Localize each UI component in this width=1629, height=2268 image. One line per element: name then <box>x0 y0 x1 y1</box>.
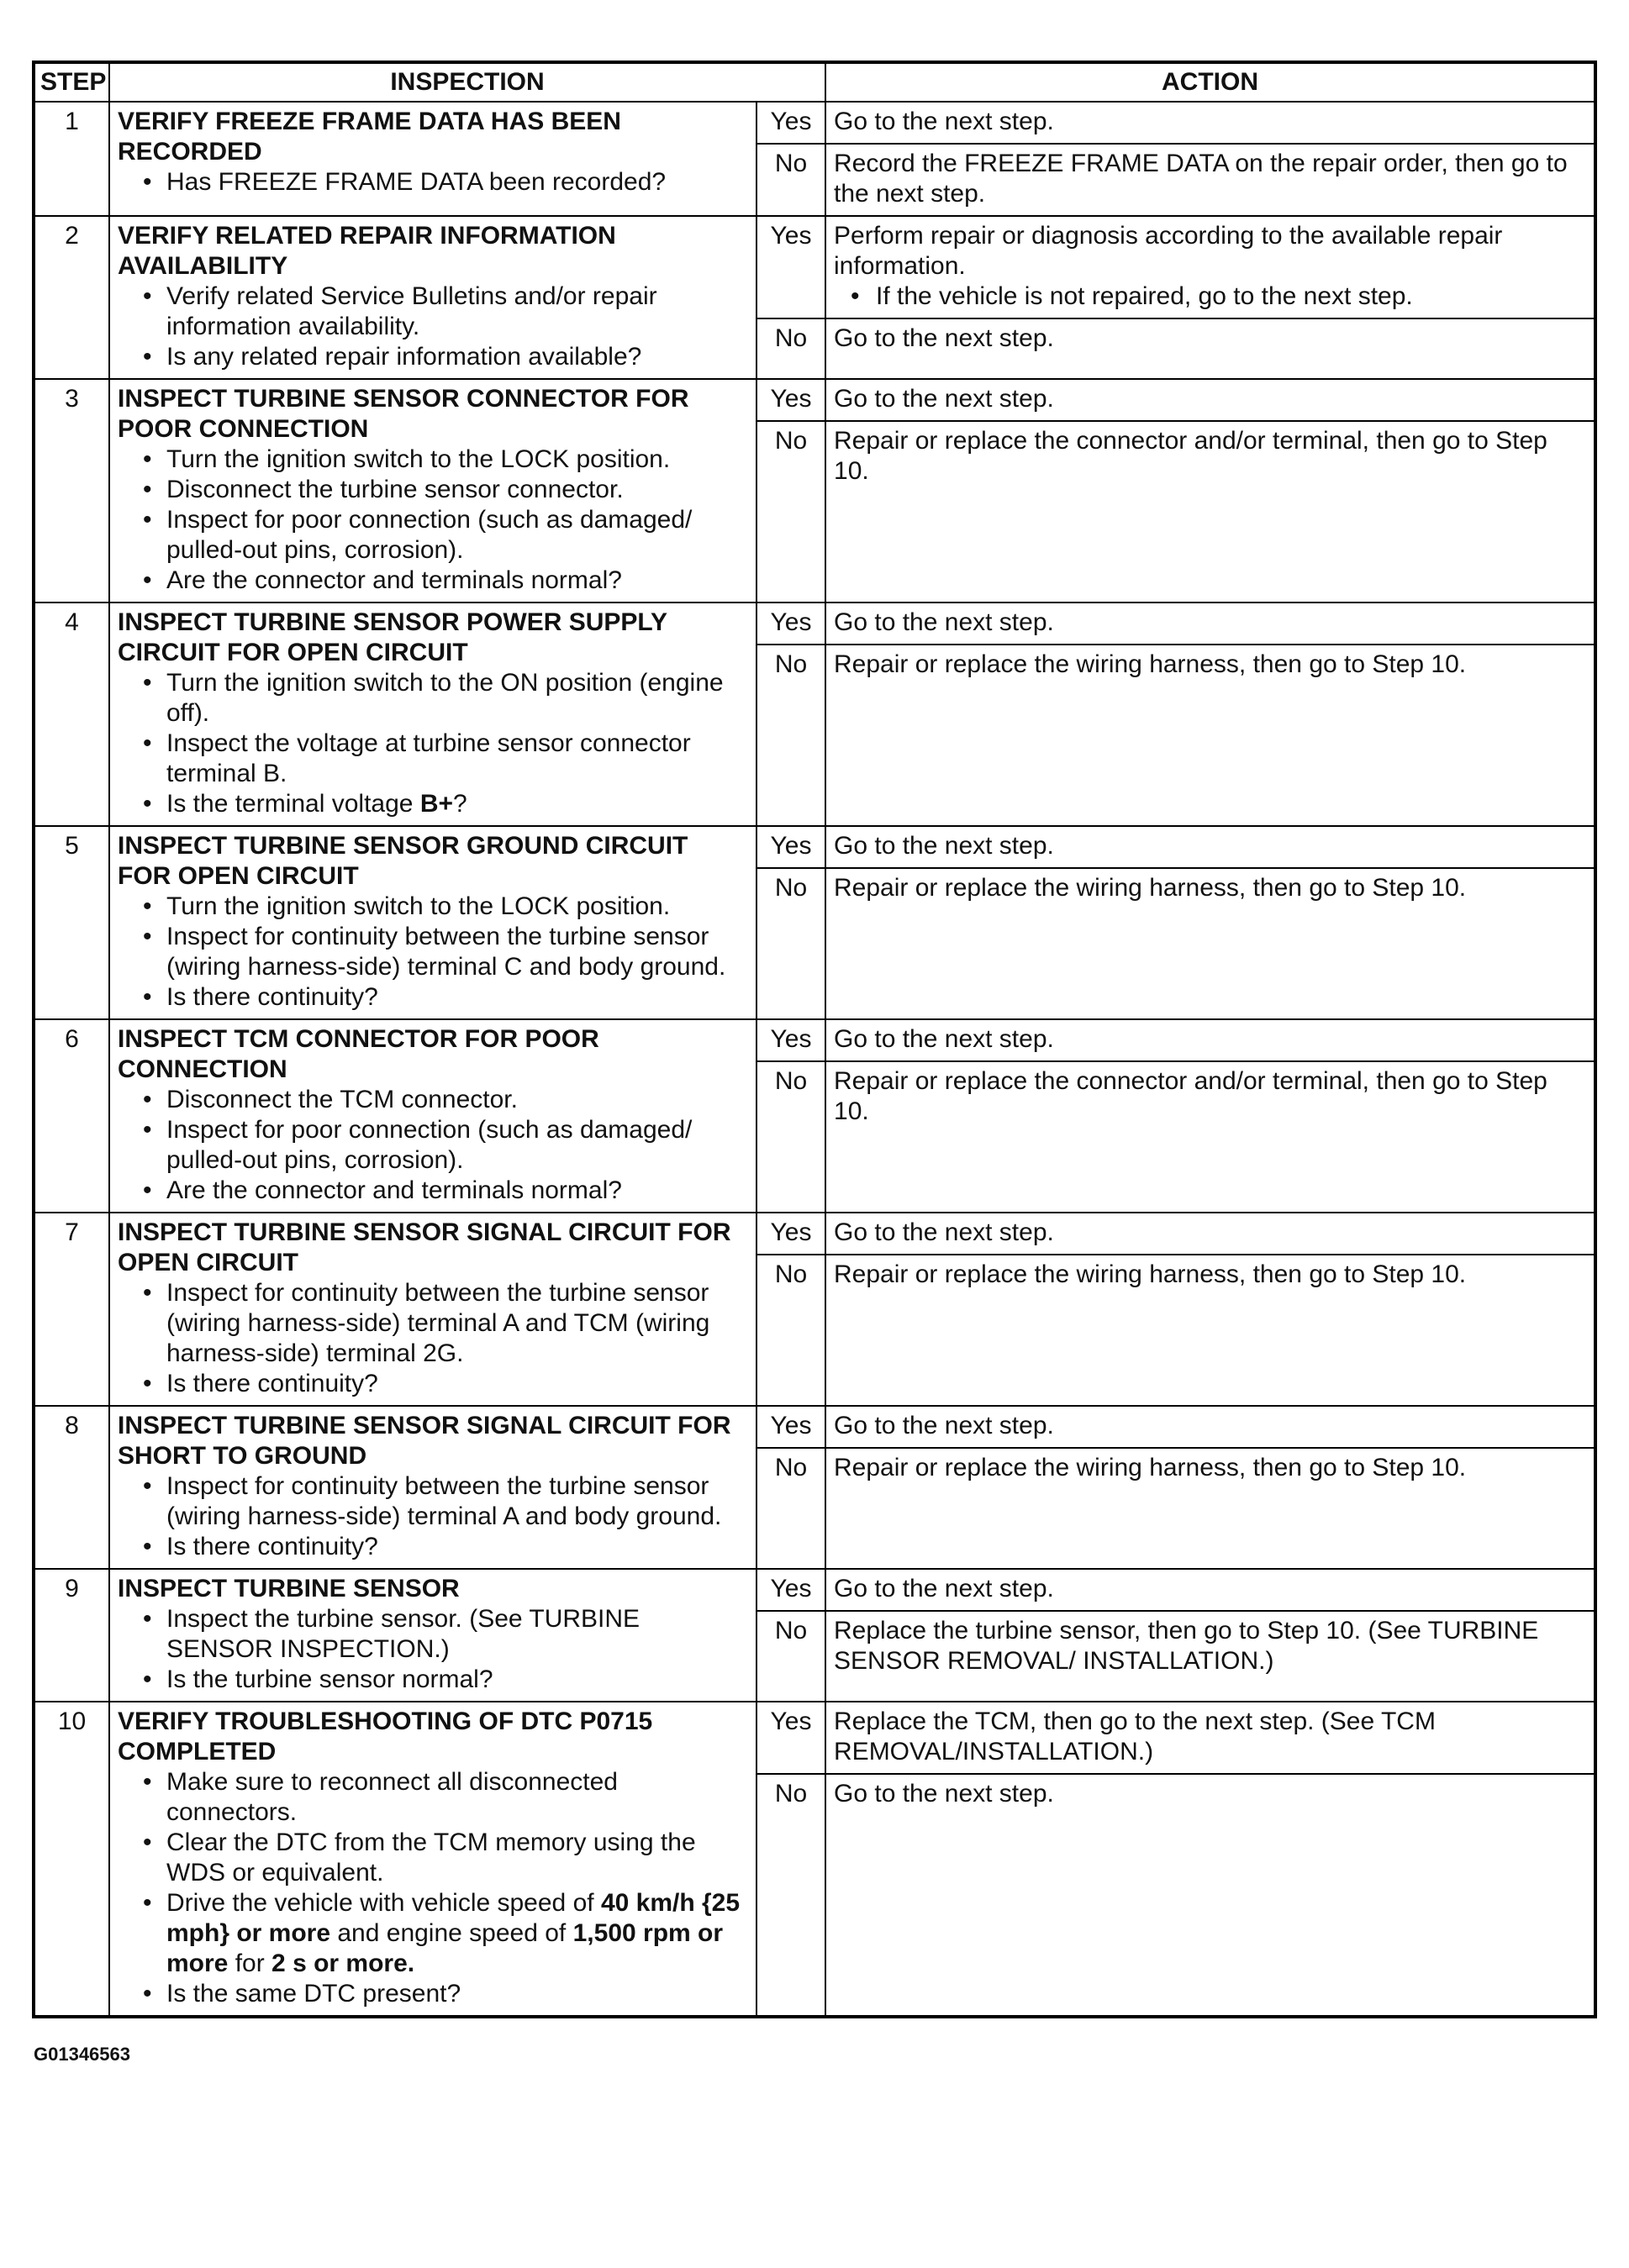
inspection-check-item: • Is the same DTC present? <box>143 1979 748 2009</box>
step-number: 1 <box>34 102 109 216</box>
yes-label: Yes <box>757 1406 825 1448</box>
no-action: Repair or replace the wiring harness, then go to Step 10. <box>825 645 1595 826</box>
step-number: 5 <box>34 826 109 1019</box>
inspection-title: VERIFY FREEZE FRAME DATA HAS BEEN RECORDED <box>118 108 621 166</box>
no-action: Go to the next step. <box>825 1774 1595 2017</box>
yes-action <box>825 603 1595 645</box>
inspection-cell <box>109 379 757 603</box>
table-row <box>34 216 1595 318</box>
action-text: Go to the next step. <box>834 1218 1054 1246</box>
check-text: Drive the vehicle with vehicle speed of <box>166 1889 601 1917</box>
inspection-cell <box>109 1569 757 1702</box>
yes-action <box>825 1569 1595 1611</box>
inspection-check-item: • Make sure to reconnect all disconnected connectors. <box>143 1767 748 1828</box>
inspection-title: INSPECT TCM CONNECTOR FOR POOR CONNECTION <box>118 1025 599 1083</box>
yes-label: Yes <box>757 603 825 645</box>
inspection-cell <box>109 603 757 826</box>
inspection-check-item: • Turn the ignition switch to the ON position (engine off). <box>143 668 748 729</box>
yes-label: Yes <box>757 102 825 144</box>
inspection-check-item: • Inspect the turbine sensor. (See TURBINE SENSOR INSPECTION.) <box>143 1604 748 1665</box>
no-label: No <box>757 1774 825 2017</box>
no-label: No <box>757 645 825 826</box>
yes-action <box>825 1213 1595 1255</box>
table-row <box>34 603 1595 645</box>
inspection-checklist <box>118 668 748 819</box>
yes-label: Yes <box>757 1569 825 1611</box>
table-row <box>34 826 1595 868</box>
yes-label: Yes <box>757 1213 825 1255</box>
no-label: No <box>757 868 825 1019</box>
inspection-check-item: • Inspect for continuity between the turbine sensor (wiring harness-side) terminal A and TCM (wiring harness-side) terminal 2G. <box>143 1278 748 1369</box>
check-text: ? <box>453 790 467 818</box>
inspection-title: VERIFY RELATED REPAIR INFORMATION AVAILABILITY <box>118 222 616 280</box>
no-label: No <box>757 318 825 379</box>
step-number: 8 <box>34 1406 109 1569</box>
inspection-check-item: • Is there continuity? <box>143 982 748 1013</box>
inspection-check-item: • Verify related Service Bulletins and/or repair information availability. <box>143 282 748 342</box>
inspection-check-item: • Turn the ignition switch to the LOCK position. <box>143 445 748 475</box>
table-row <box>34 1406 1595 1448</box>
check-emphasis: 40 km/h {25 mph} or more <box>166 1889 741 1947</box>
inspection-check-item: • Is any related repair information available? <box>143 342 748 372</box>
inspection-title: INSPECT TURBINE SENSOR POWER SUPPLY CIRCUIT FOR OPEN CIRCUIT <box>118 608 667 666</box>
inspection-check-item: • Is there continuity? <box>143 1532 748 1562</box>
action-text: Go to the next step. <box>834 108 1054 135</box>
yes-action <box>825 102 1595 144</box>
no-label: No <box>757 1448 825 1569</box>
inspection-cell <box>109 1702 757 2017</box>
action-text: Go to the next step. <box>834 1412 1054 1439</box>
inspection-check-item: • Are the connector and terminals normal? <box>143 1176 748 1206</box>
inspection-check-item: • Inspect for poor connection (such as damaged/ pulled-out pins, corrosion). <box>143 1115 748 1176</box>
no-action: Repair or replace the connector and/or terminal, then go to Step 10. <box>825 1061 1595 1213</box>
no-label: No <box>757 144 825 216</box>
inspection-checklist <box>118 1604 748 1695</box>
yes-label: Yes <box>757 1702 825 1774</box>
inspection-title: INSPECT TURBINE SENSOR SIGNAL CIRCUIT FOR SHORT TO GROUND <box>118 1412 731 1470</box>
table-header-row <box>34 62 1595 102</box>
check-emphasis: 1,500 rpm or more <box>166 1919 724 1977</box>
inspection-check-item: • Is there continuity? <box>143 1369 748 1399</box>
step-number: 9 <box>34 1569 109 1702</box>
header-action: ACTION <box>825 62 1595 102</box>
table-row <box>34 102 1595 144</box>
yes-action <box>825 379 1595 421</box>
table-row <box>34 379 1595 421</box>
table-row <box>34 1569 1595 1611</box>
inspection-checklist <box>118 167 748 197</box>
action-text: Go to the next step. <box>834 385 1054 413</box>
no-action: Go to the next step. <box>825 318 1595 379</box>
no-action: Replace the turbine sensor, then go to Step 10. (See TURBINE SENSOR REMOVAL/ INSTALLATION.) <box>825 1611 1595 1702</box>
inspection-check-item: • Inspect for continuity between the turbine sensor (wiring harness-side) terminal A and body ground. <box>143 1471 748 1532</box>
inspection-cell <box>109 1019 757 1213</box>
inspection-check-item <box>143 1888 748 1979</box>
action-text: Perform repair or diagnosis according to the available repair information. <box>834 222 1503 280</box>
no-label: No <box>757 1255 825 1406</box>
inspection-check-item: • Turn the ignition switch to the LOCK position. <box>143 892 748 922</box>
header-step: STEP <box>34 62 109 102</box>
step-number: 7 <box>34 1213 109 1406</box>
action-text: Go to the next step. <box>834 1575 1054 1602</box>
yes-action <box>825 1702 1595 1774</box>
no-action: Repair or replace the wiring harness, then go to Step 10. <box>825 1255 1595 1406</box>
step-number: 4 <box>34 603 109 826</box>
yes-action <box>825 1406 1595 1448</box>
inspection-title: INSPECT TURBINE SENSOR <box>118 1575 460 1602</box>
header-inspection: INSPECTION <box>109 62 825 102</box>
inspection-title: INSPECT TURBINE SENSOR GROUND CIRCUIT FOR OPEN CIRCUIT <box>118 832 688 890</box>
inspection-check-item: • Inspect for poor connection (such as damaged/ pulled-out pins, corrosion). <box>143 505 748 566</box>
yes-action <box>825 826 1595 868</box>
inspection-title: INSPECT TURBINE SENSOR CONNECTOR FOR POOR CONNECTION <box>118 385 689 443</box>
no-action: Repair or replace the wiring harness, then go to Step 10. <box>825 868 1595 1019</box>
yes-action <box>825 1019 1595 1061</box>
no-action: Record the FREEZE FRAME DATA on the repair order, then go to the next step. <box>825 144 1595 216</box>
inspection-check-item: • Is the turbine sensor normal? <box>143 1665 748 1695</box>
inspection-cell <box>109 1213 757 1406</box>
inspection-checklist <box>118 892 748 1013</box>
table-row <box>34 1019 1595 1061</box>
inspection-checklist <box>118 1767 748 2009</box>
inspection-check-item: • Inspect for continuity between the turbine sensor (wiring harness-side) terminal C and body ground. <box>143 922 748 982</box>
no-label: No <box>757 1611 825 1702</box>
action-text: Replace the TCM, then go to the next step. (See TCM REMOVAL/INSTALLATION.) <box>834 1708 1436 1765</box>
inspection-cell <box>109 1406 757 1569</box>
check-emphasis: 2 s or more. <box>272 1950 415 1977</box>
step-number: 10 <box>34 1702 109 2017</box>
no-action: Repair or replace the wiring harness, then go to Step 10. <box>825 1448 1595 1569</box>
check-text: for <box>228 1950 272 1977</box>
yes-label: Yes <box>757 826 825 868</box>
inspection-check-item: • Disconnect the TCM connector. <box>143 1085 748 1115</box>
diagnostic-table <box>32 61 1597 2018</box>
check-text: and engine speed of <box>330 1919 573 1947</box>
inspection-checklist <box>118 282 748 372</box>
table-body <box>34 102 1595 2017</box>
inspection-cell <box>109 826 757 1019</box>
action-text: Go to the next step. <box>834 832 1054 860</box>
step-number: 2 <box>34 216 109 379</box>
action-text: Go to the next step. <box>834 608 1054 636</box>
inspection-title: VERIFY TROUBLESHOOTING OF DTC P0715 COMPLETED <box>118 1708 653 1765</box>
check-text: Is the terminal voltage <box>166 790 420 818</box>
inspection-checklist <box>118 1085 748 1206</box>
check-emphasis: B+ <box>419 790 454 818</box>
inspection-checklist <box>118 445 748 596</box>
diagnostic-procedure-sheet <box>32 61 1597 2018</box>
yes-label: Yes <box>757 216 825 318</box>
no-label: No <box>757 421 825 603</box>
inspection-cell <box>109 102 757 216</box>
inspection-check-item <box>143 789 748 819</box>
no-label: No <box>757 1061 825 1213</box>
inspection-check-item: • Has FREEZE FRAME DATA been recorded? <box>143 167 748 197</box>
action-text: Go to the next step. <box>834 1025 1054 1053</box>
inspection-check-item: • Disconnect the turbine sensor connector. <box>143 475 748 505</box>
inspection-checklist <box>118 1471 748 1562</box>
table-row <box>34 1702 1595 1774</box>
inspection-checklist <box>118 1278 748 1399</box>
inspection-cell <box>109 216 757 379</box>
action-bullet: • If the vehicle is not repaired, go to the next step. <box>851 282 1586 312</box>
step-number: 6 <box>34 1019 109 1213</box>
inspection-check-item: • Are the connector and terminals normal? <box>143 566 748 596</box>
step-number: 3 <box>34 379 109 603</box>
yes-label: Yes <box>757 1019 825 1061</box>
figure-code: G01346563 <box>34 2044 130 2065</box>
no-action: Repair or replace the connector and/or terminal, then go to Step 10. <box>825 421 1595 603</box>
inspection-title: INSPECT TURBINE SENSOR SIGNAL CIRCUIT FOR OPEN CIRCUIT <box>118 1218 731 1276</box>
yes-label: Yes <box>757 379 825 421</box>
table-row <box>34 1213 1595 1255</box>
inspection-check-item: • Clear the DTC from the TCM memory using the WDS or equivalent. <box>143 1828 748 1888</box>
yes-action <box>825 216 1595 318</box>
inspection-check-item: • Inspect the voltage at turbine sensor connector terminal B. <box>143 729 748 789</box>
